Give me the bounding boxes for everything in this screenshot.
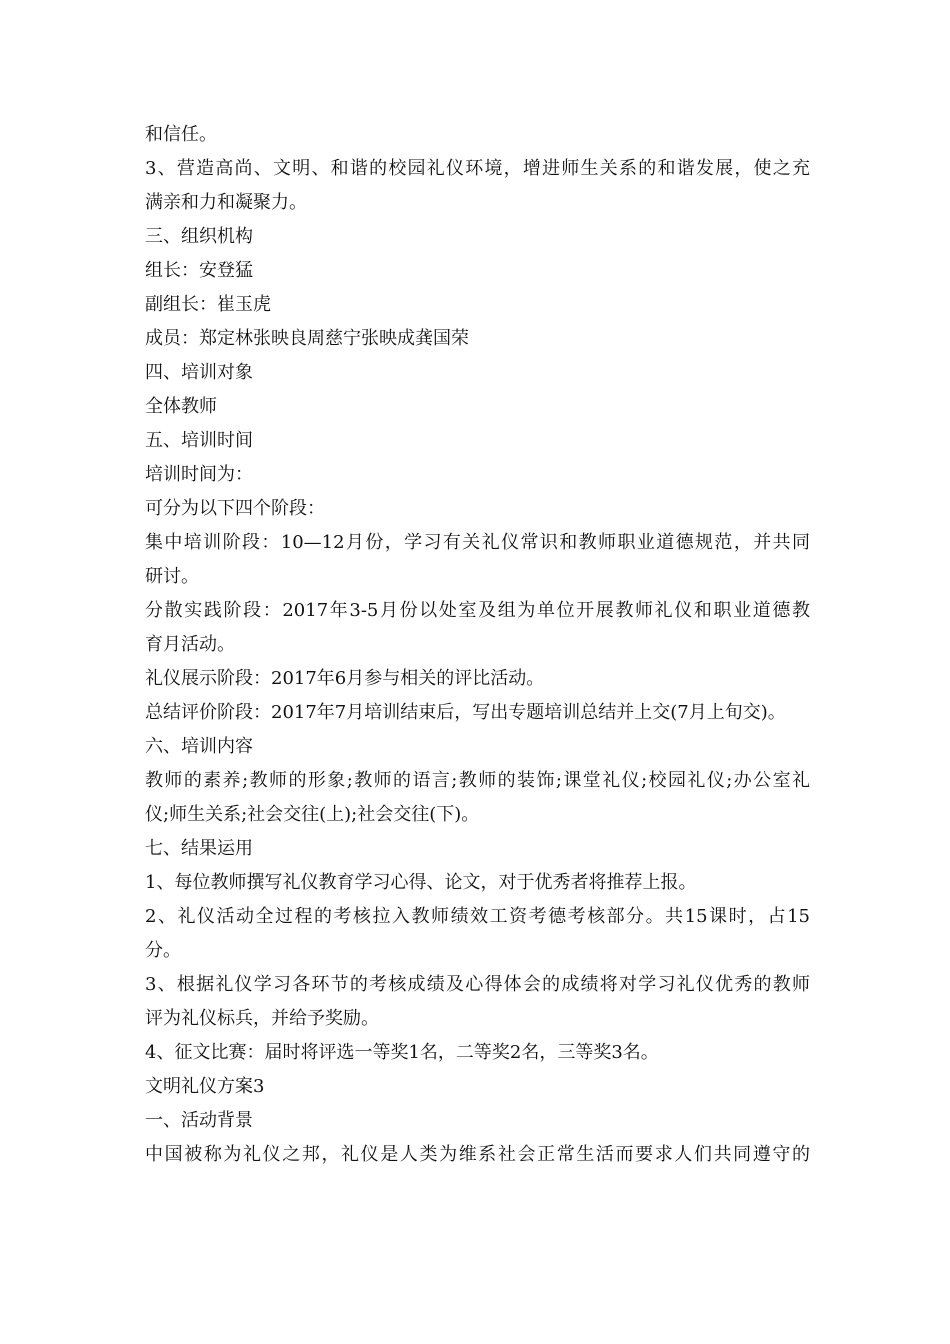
text-line: 成员：郑定林张映良周慈宁张映成龚国荣 — [145, 328, 469, 349]
section-heading: 六、培训内容 — [145, 736, 253, 757]
section-heading: 五、培训时间 — [145, 430, 253, 451]
section-heading: 一、活动背景 — [145, 1110, 253, 1131]
section-title: 文明礼仪方案3 — [145, 1076, 265, 1097]
text-line: 副组长：崔玉虎 — [145, 294, 271, 315]
text-line: 总结评价阶段：2017年7月培训结束后，写出专题培训总结并上交(7月上旬交)。 — [145, 702, 786, 723]
text-line: 评为礼仪标兵，并给予奖励。 — [145, 1008, 379, 1029]
section-heading: 三、组织机构 — [145, 226, 253, 247]
text-line: 和信任。 — [145, 124, 217, 145]
text-line: 1、每位教师撰写礼仪教育学习心得、论文，对于优秀者将推荐上报。 — [145, 872, 697, 893]
text-line: 育月活动。 — [145, 634, 235, 655]
text-line: 全体教师 — [145, 396, 217, 417]
section-heading: 四、培训对象 — [145, 362, 253, 383]
text-line: 组长：安登猛 — [145, 260, 253, 281]
section-heading: 七、结果运用 — [145, 838, 253, 859]
text-line: 中国被称为礼仪之邦，礼仪是人类为维系社会正常生活而要求人们共同遵守的 — [145, 1144, 810, 1165]
text-line: 教师的素养;教师的形象;教师的语言;教师的装饰;课堂礼仪;校园礼仪;办公室礼 — [145, 770, 810, 791]
text-line: 可分为以下四个阶段： — [145, 498, 325, 519]
text-line: 礼仪展示阶段：2017年6月参与相关的评比活动。 — [145, 668, 545, 689]
text-line: 2、礼仪活动全过程的考核拉入教师绩效工资考德考核部分。共15课时，占15 — [145, 906, 810, 927]
text-line: 培训时间为： — [145, 464, 253, 485]
text-line: 满亲和力和凝聚力。 — [145, 192, 307, 213]
text-line: 3、根据礼仪学习各环节的考核成绩及心得体会的成绩将对学习礼仪优秀的教师 — [145, 974, 810, 995]
text-line: 分散实践阶段：2017年3-5月份以处室及组为单位开展教师礼仪和职业道德教 — [145, 600, 810, 621]
text-line: 研讨。 — [145, 566, 199, 587]
text-line: 仪;师生关系;社会交往(上);社会交往(下)。 — [145, 804, 480, 825]
text-line: 分。 — [145, 940, 181, 961]
document-body — [145, 118, 810, 1172]
text-line: 3、营造高尚、文明、和谐的校园礼仪环境，增进师生关系的和谐发展，使之充 — [145, 158, 810, 179]
text-line: 集中培训阶段：10—12月份，学习有关礼仪常识和教师职业道德规范，并共同 — [145, 532, 810, 553]
text-line: 4、征文比赛：届时将评选一等奖1名，二等奖2名，三等奖3名。 — [145, 1042, 659, 1063]
